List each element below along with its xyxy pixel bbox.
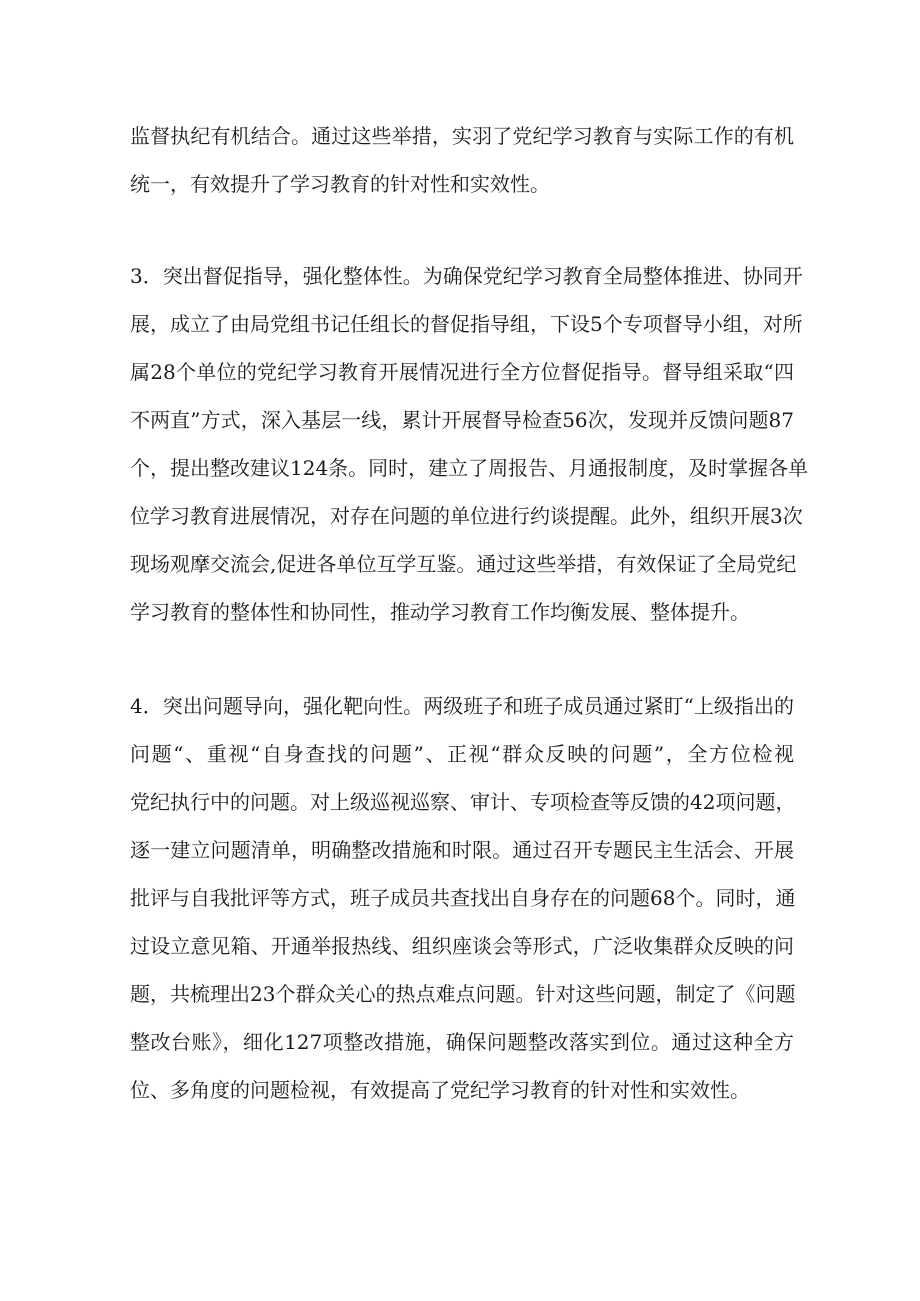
text-line: 逐一建立问题清单，明确整改措施和时限。通过召开专题民主生活会、开展 [130, 838, 794, 862]
text-line: 监督执纪有机结合。通过这些举措，实羽了党纪学习教育与实际工作的有机 [130, 124, 794, 148]
paragraph-1 [130, 112, 794, 208]
text-line: 题，共梳理出23个群众关心的热点难点问题。针对这些问题，制定了《问题 [130, 982, 796, 1006]
text-line: 学习教育的整体性和协同性，推动学习教育工作均衡发展、整体提升。 [130, 600, 750, 624]
text-line: 不两直”方式，深入基层一线，累计开展督导检查56次，发现并反馈问题87 [130, 408, 794, 432]
text-line: 4．突出问题导向，强化靶向性。两级班子和班子成员通过紧盯“上级指出的 [130, 694, 794, 718]
text-line: 位、多角度的问题检视，有效提高了党纪学习教育的针对性和实效性。 [130, 1078, 750, 1102]
text-line: 3．突出督促指导，强化整体性。为确保党纪学习教育全局整体推进、协同开 [130, 264, 803, 288]
text-line: 整改台账》，细化127项整改措施，确保问题整改落实到位。通过这种全方 [130, 1030, 794, 1054]
document-page [130, 112, 809, 1114]
text-line: 属28个单位的党纪学习教育开展情况进行全方位督促指导。督导组采取“四 [130, 360, 794, 384]
text-line: 党纪执行中的问题。对上级巡视巡察、审计、专项检查等反馈的42项问题， [130, 790, 796, 814]
text-line: 问题“、重视“自身查找的问题”、正视“群众反映的问题”，全方位检视 [130, 742, 794, 766]
paragraph-2 [130, 252, 809, 636]
paragraph-spacer [130, 636, 794, 682]
paragraph-spacer [130, 208, 794, 252]
text-line: 位学习教育进展情况，对存在问题的单位进行约谈提醒。此外，组织开展3次 [130, 504, 803, 528]
text-line: 统一，有效提升了学习教育的针对性和实效性。 [130, 172, 550, 196]
text-line: 批评与自我批评等方式，班子成员共查找出自身存在的问题68个。同时，通 [130, 886, 796, 910]
text-line: 过设立意见箱、开通举报热线、组织座谈会等形式，广泛收集群众反映的问 [130, 934, 794, 958]
text-line: 现场观摩交流会,促进各单位互学互鉴。通过这些举措，有效保证了全局党纪 [130, 552, 797, 576]
text-line: 个，提出整改建议124条。同时，建立了周报告、月通报制度，及时掌握各单 [130, 456, 809, 480]
text-line: 展，成立了由局党组书记任组长的督促指导组，下设5个专项督导小组，对所 [130, 312, 803, 336]
paragraph-3 [130, 682, 794, 1114]
